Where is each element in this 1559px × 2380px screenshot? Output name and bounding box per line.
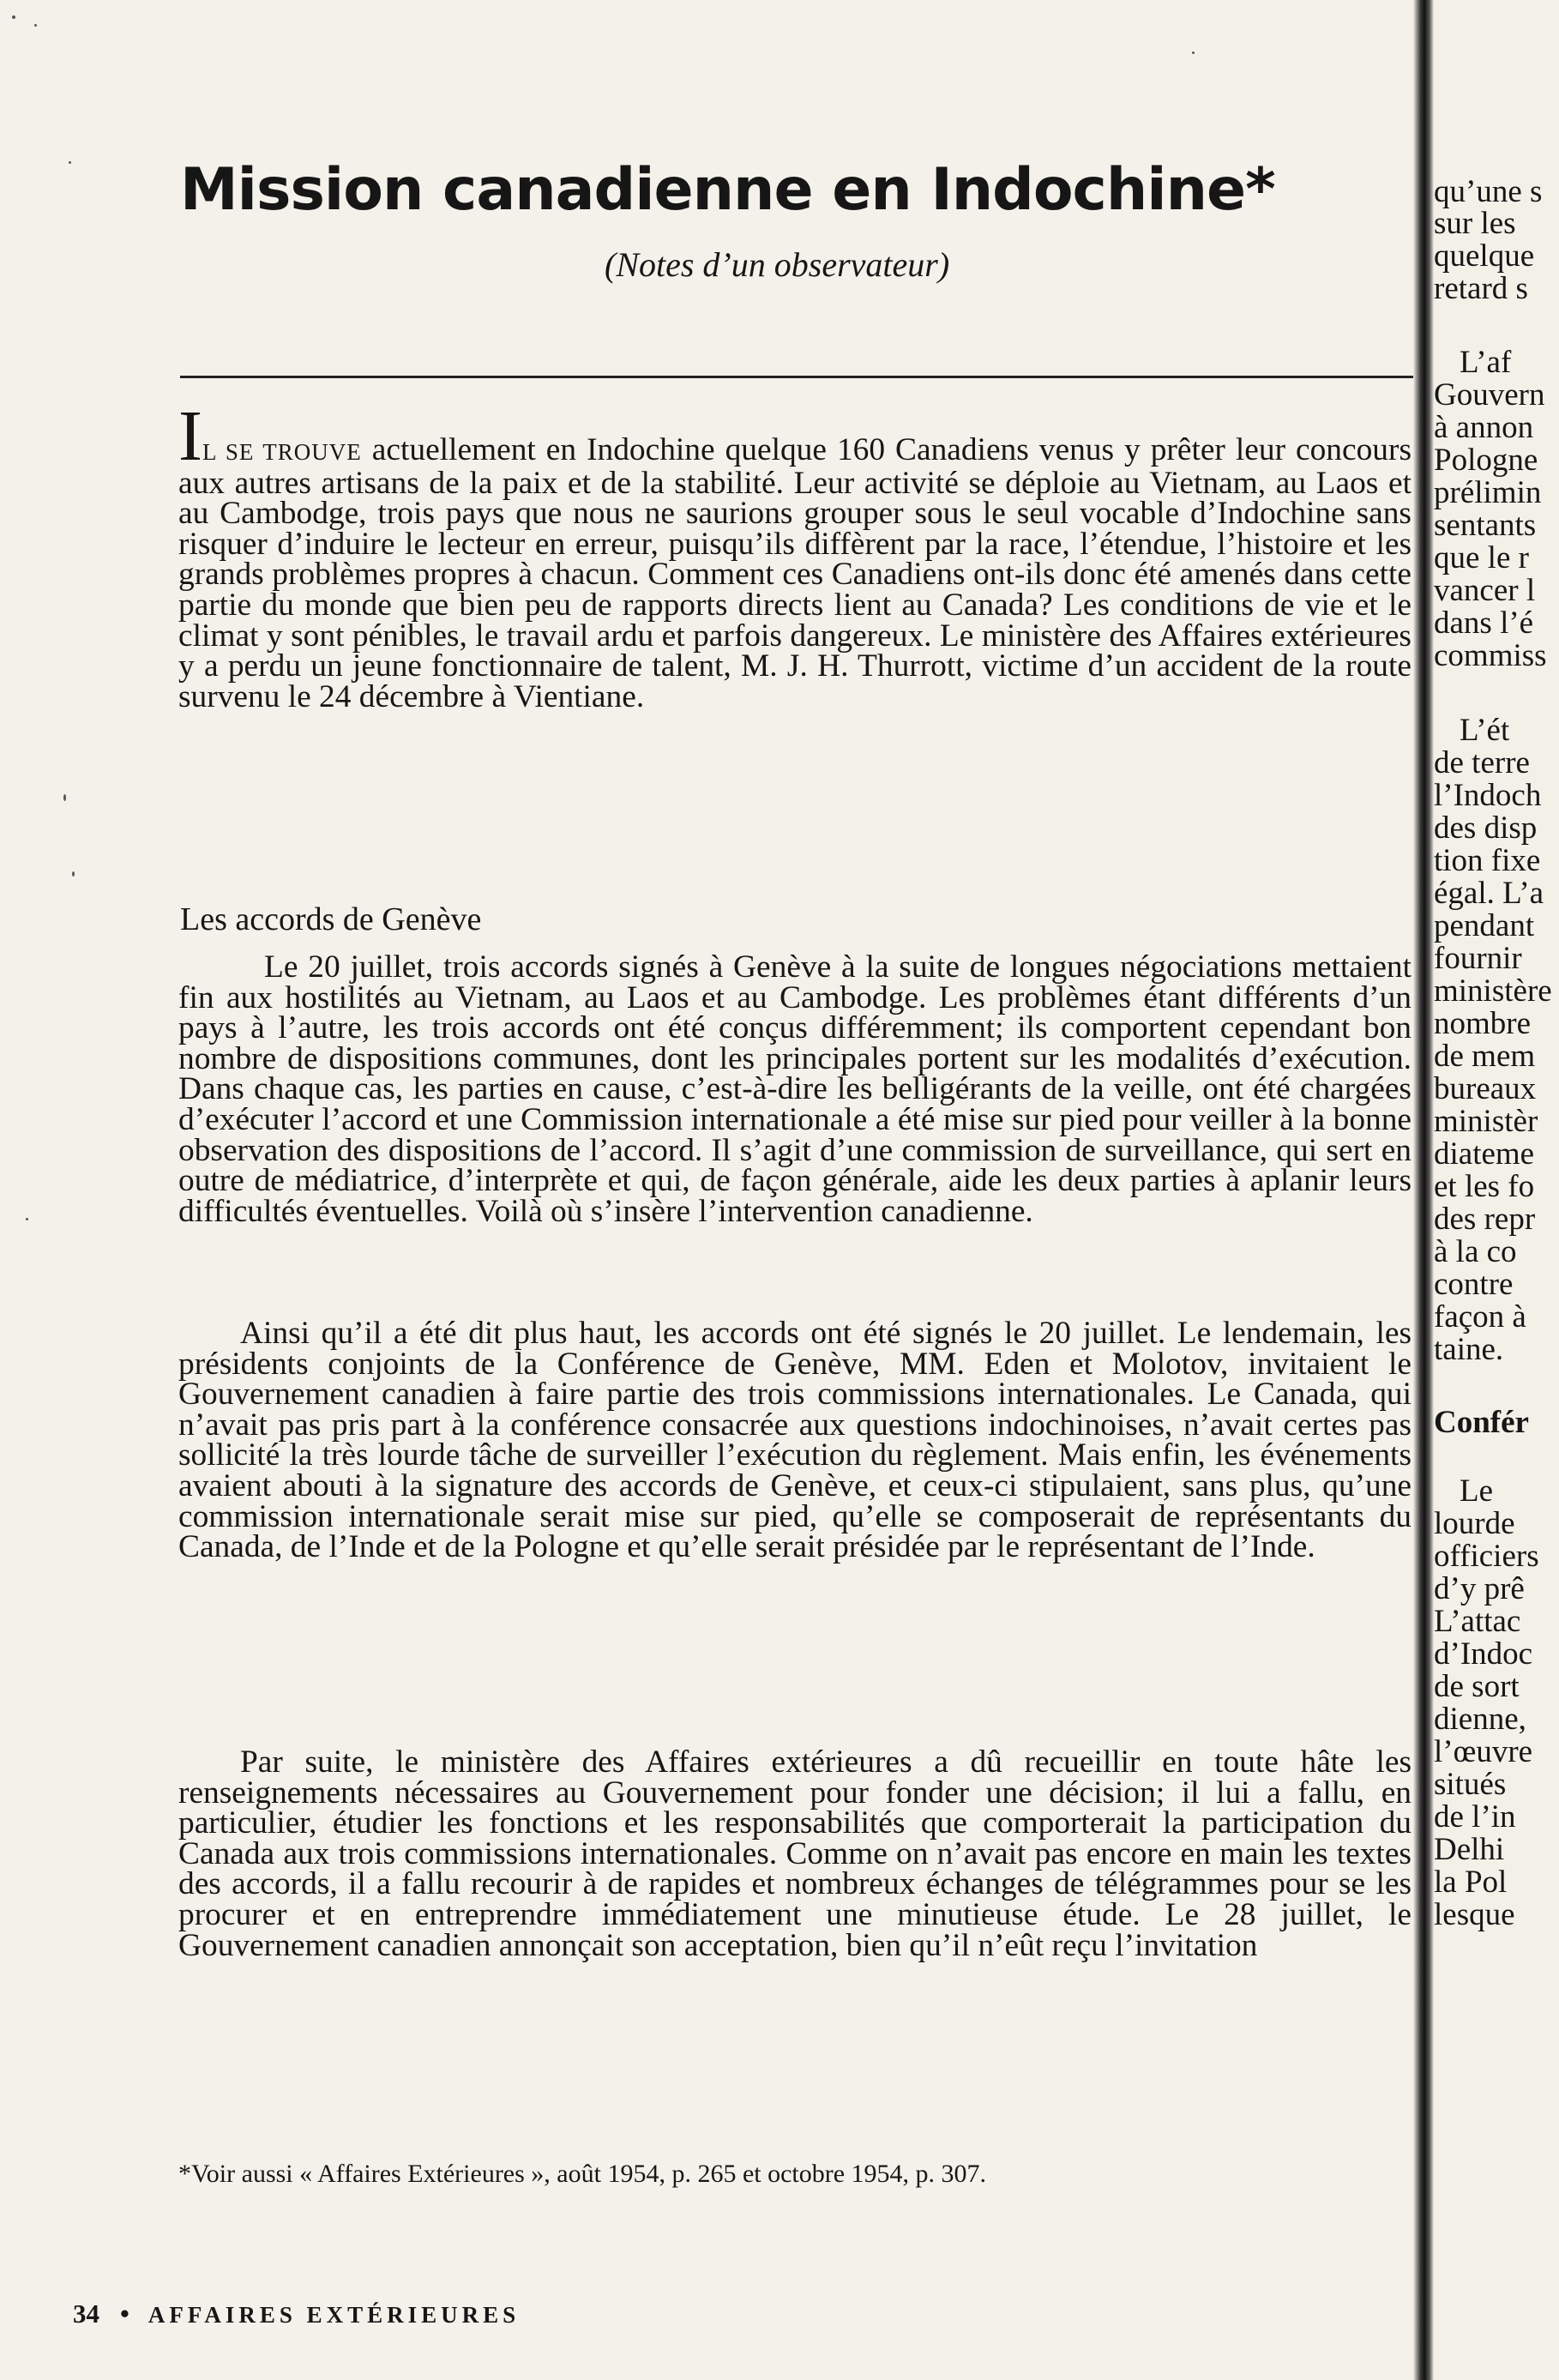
page-number: 34 (73, 2299, 99, 2329)
next-page-fragment: prélimin (1434, 475, 1542, 510)
next-page-fragment: sur les (1434, 206, 1516, 241)
paragraph: Ainsi qu’il a été dit plus haut, les accords ont été signés le 20 juillet. Le lendemain, les présidents conjoints de la Conférence de Genève, MM. Eden et Molotov, invitaient le Gouvernement canadien à faire partie des trois commissions internationales. Le Canada, qui n’avait pas pris part à la conférence consacrée aux questions indochinoises, n’avait certes pas sollicité la très lourde tâche de surveiller l’exécution du règlement. Mais enfin, les événements avaient abouti à la signature des accords de Genève, et ceux-ci stipulaient, sans plus, qu’une commission internationale serait mise sur pied, qu’elle se composerait de représentants du Canada, de l’Inde et de la Pologne et qu’elle serait présidée par le représentant de l’Inde. (178, 1316, 1412, 1565)
article-title: Mission canadienne en Indochine* (180, 156, 1275, 224)
next-page-fragment: ministère (1434, 973, 1552, 1009)
next-page-fragment: contre (1434, 1267, 1514, 1302)
next-page-fragment: L’attac (1434, 1604, 1521, 1639)
next-page-fragment: d’y prê (1434, 1571, 1525, 1606)
next-page-fragment: lourde (1434, 1506, 1515, 1541)
next-page-fragment: ministèr (1434, 1104, 1538, 1139)
intro-paragraph (178, 396, 1412, 714)
next-page-fragment: lesque (1434, 1897, 1515, 1932)
next-page-fragment: l’Indoch (1434, 778, 1542, 813)
next-page-fragment: façon à (1434, 1299, 1526, 1335)
next-page-fragment: la Pol (1434, 1865, 1508, 1900)
next-page-fragment: sentants (1434, 508, 1537, 543)
next-page-fragment: tion fixe (1434, 843, 1541, 878)
next-page-fragment: et les fo (1434, 1169, 1535, 1204)
next-page-fragment: L’ét (1460, 713, 1510, 748)
intro-smallcaps: L SE TROUVE (202, 439, 362, 465)
next-page-fragment: bureaux (1434, 1071, 1537, 1106)
next-page-fragment: que le r (1434, 540, 1529, 575)
next-page-fragment: l’œuvre (1434, 1734, 1533, 1769)
intro-text: actuellement en Indochine quelque 160 Canadiens venus y prêter leur concours aux autres artisans de la paix et de la stabilité. Leur activité se déploie au Vietnam, au Laos et au Cambodge, trois pays que nous ne saurions grouper sous le seul vocable d’Indochine sans risquer d’induire le lecteur en erreur, puisqu’ils diffèrent par la race, l’étendue, l’histoire et les grands problèmes propres à chacun. Comment ces Canadiens ont-ils donc été amenés dans cette partie du monde que bien peu de rapports directs lient au Canada? Les conditions de vie et le climat y sont pénibles, le travail ardu et parfois dangereux. Le ministère des Affaires extérieures y a perdu un jeune fonctionnaire de talent, M. J. H. Thurrott, victime d’un accident de la route survenu le 24 décembre à Vientiane. (178, 432, 1412, 714)
next-page-fragment: quelque (1434, 238, 1535, 274)
next-page-fragment: de l’in (1434, 1799, 1516, 1835)
next-page-fragment: qu’une s (1434, 174, 1543, 209)
next-page-fragment: Gouvern (1434, 377, 1545, 413)
paper-speck (12, 15, 15, 19)
title-rule (180, 376, 1415, 378)
drop-cap: I (178, 396, 202, 476)
next-page-fragment: d’Indoc (1434, 1636, 1533, 1672)
next-page-fragment: dienne, (1434, 1702, 1526, 1737)
article-subtitle: (Notes d’un observateur) (605, 245, 950, 284)
next-page-fragment: retard s (1434, 271, 1528, 306)
next-page-fragment: Pologne (1434, 443, 1538, 478)
paper-speck (69, 161, 71, 164)
next-page-fragment: L’af (1460, 345, 1512, 380)
paper-speck (1192, 51, 1195, 54)
next-page-fragment: à annon (1434, 410, 1534, 445)
paper-speck (26, 1218, 28, 1220)
paragraph: Par suite, le ministère des Affaires extérieures a dû recueillir en toute hâte les renseignements nécessaires au Gouvernement pour fonder une décision; il lui a fallu, en particulier, étudier les fonctions et les responsabilités que comporterait la participation du Canada aux trois commissions internationales. Comme on n’avait pas encore en main les textes des accords, il a fallu recourir à de rapides et nombreux échanges de télégrammes pour se les procurer et en entreprendre immédiatement une minutieuse étude. Le 28 juillet, le Gouvernement canadien annonçait son acceptation, bien qu’il n’eût reçu l’invitation (178, 1744, 1412, 1963)
footer-bullet: • (120, 2299, 129, 2329)
next-page-fragment: de sort (1434, 1669, 1520, 1704)
next-page-fragment: diateme (1434, 1136, 1535, 1172)
next-page-fragment: égal. L’a (1434, 876, 1544, 911)
footnote: *Voir aussi « Affaires Extérieures », août 1954, p. 265 et octobre 1954, p. 307. (178, 2160, 987, 2188)
next-page-fragment: Confér (1434, 1405, 1529, 1440)
next-page-fragment: taine. (1434, 1332, 1504, 1367)
section-heading: Les accords de Genève (180, 901, 482, 937)
adjacent-page-edge (1434, 0, 1559, 2380)
next-page-fragment: Delhi (1434, 1832, 1505, 1867)
next-page-fragment: pendant (1434, 908, 1535, 943)
next-page-fragment: vancer l (1434, 573, 1536, 608)
next-page-fragment: de terre (1434, 745, 1530, 780)
book-gutter (1413, 0, 1434, 2380)
next-page-fragment: officiers (1434, 1539, 1539, 1574)
next-page-fragment: des disp (1434, 810, 1538, 846)
paper-speck (72, 871, 75, 877)
next-page-fragment: situés (1434, 1767, 1507, 1802)
next-page-fragment: nombre (1434, 1006, 1532, 1041)
paragraph: Le 20 juillet, trois accords signés à Genève à la suite de longues négociations mettaient fin aux hostilités au Vietnam, au Laos et au Cambodge. Les problèmes étant différents d’un pays à l’autre, les trois accords ont été conçus différemment; ils comportent cependant bon nombre de dispositions communes, dont les principales portent sur les modalités d’exécution. Dans chaque cas, les parties en cause, c’est-à-dire les belligérants de la veille, ont été chargées d’exécuter l’accord et une Commission internationale a été mise sur pied pour veiller à la bonne observation des dispositions de l’accord. Il s’agit d’une commission de surveillance, qui sert en outre de médiatrice, d’interprète et qui, de façon générale, aide les deux parties à aplanir leurs difficultés éventuelles. Voilà où s’insère l’intervention canadienne. (178, 949, 1412, 1229)
next-page-fragment: Le (1460, 1473, 1494, 1509)
next-page-fragment: des repr (1434, 1202, 1536, 1237)
next-page-fragment: commiss (1434, 638, 1547, 673)
journal-name: AFFAIRES EXTÉRIEURES (147, 2302, 521, 2328)
next-page-fragment: de mem (1434, 1039, 1536, 1074)
next-page-fragment: fournir (1434, 941, 1522, 976)
paper-speck (34, 24, 37, 27)
paper-speck (63, 794, 66, 801)
next-page-fragment: à la co (1434, 1234, 1517, 1269)
page-footer (73, 2299, 520, 2329)
next-page-fragment: dans l’é (1434, 606, 1534, 641)
